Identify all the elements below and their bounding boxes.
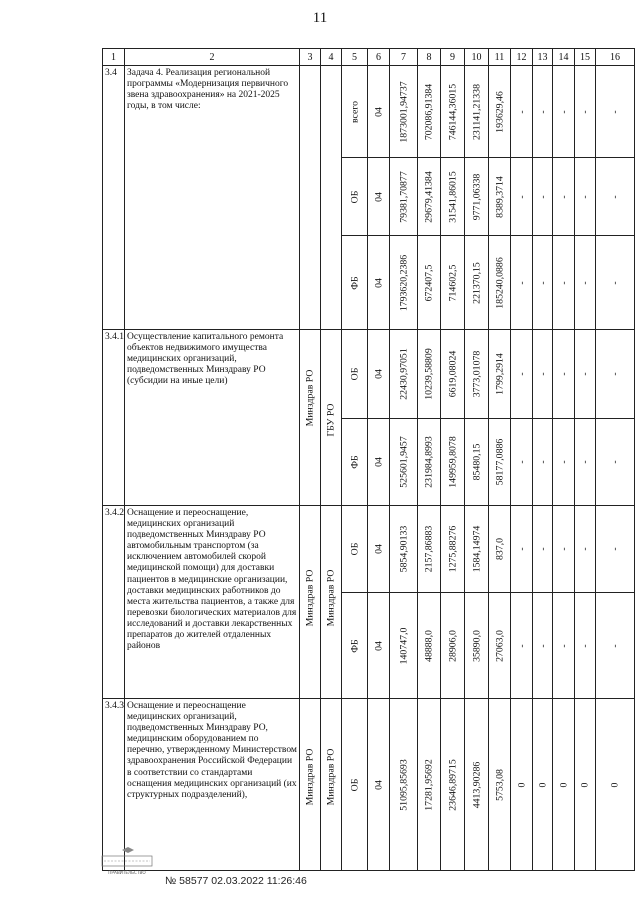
- amount-cell: [418, 158, 441, 236]
- header-cell: 6: [368, 49, 390, 66]
- year-code: [368, 66, 390, 158]
- empty-value-cell-text: -: [579, 547, 591, 551]
- empty-value-cell-text: -: [558, 547, 569, 551]
- table-row: [103, 506, 635, 593]
- amount-cell-text: 1799,2914: [494, 353, 505, 395]
- year-code-text: 04: [373, 191, 384, 202]
- empty-value-cell-text: -: [516, 109, 527, 114]
- government-logo: [100, 847, 156, 877]
- empty-value-cell: [511, 419, 533, 506]
- empty-value-cell: [511, 236, 533, 330]
- amount-cell-text: 31541,86015: [447, 170, 458, 223]
- header-cell: 11: [489, 49, 511, 66]
- funding-source: [342, 699, 368, 871]
- empty-value-cell: [553, 236, 575, 330]
- document-stamp: № 58577 02.03.2022 11:26:46: [165, 875, 307, 887]
- amount-cell-text: 140747,0: [398, 627, 409, 664]
- empty-value-cell-text: -: [537, 280, 548, 285]
- amount-cell: [441, 699, 465, 871]
- empty-value-cell-text: -: [609, 109, 621, 114]
- amount-cell: [418, 699, 441, 871]
- empty-value-cell-text: -: [516, 643, 527, 648]
- amount-cell-text: 149959,8078: [447, 436, 458, 488]
- row-number: 3.4.1: [103, 330, 125, 506]
- amount-cell-text: 185240,0886: [494, 256, 505, 309]
- empty-value-cell: [511, 506, 533, 593]
- empty-value-cell: [596, 419, 635, 506]
- participant: [321, 330, 342, 506]
- empty-value-cell-text: -: [537, 643, 548, 648]
- empty-value-cell: [575, 158, 596, 236]
- year-code: [368, 158, 390, 236]
- amount-cell: [390, 593, 418, 699]
- empty-value-cell: [553, 419, 575, 506]
- empty-value-cell: [596, 593, 635, 699]
- amount-cell: [418, 66, 441, 158]
- amount-cell-text: 1275,88276: [447, 525, 458, 573]
- amount-cell-text: 22430,97051: [398, 348, 409, 400]
- amount-cell-text: 3773,01078: [471, 350, 482, 398]
- participant-text: Минздрав РО: [325, 748, 337, 806]
- funding-source-text: ОБ: [349, 190, 360, 203]
- empty-value-cell: [596, 158, 635, 236]
- amount-cell: [441, 236, 465, 330]
- empty-value-cell-text: 0: [609, 782, 621, 787]
- funding-source: [342, 593, 368, 699]
- year-code-text: 04: [373, 457, 384, 467]
- empty-value-cell-text: -: [537, 194, 548, 199]
- empty-value-cell: [575, 506, 596, 593]
- year-code-text: 04: [373, 369, 384, 379]
- empty-value-cell-text: -: [516, 547, 527, 551]
- empty-value-cell-text: -: [558, 643, 569, 648]
- header-row: [103, 49, 635, 66]
- empty-value-cell-text: -: [609, 547, 621, 551]
- amount-cell: [418, 506, 441, 593]
- amount-cell-text: 231141,21338: [471, 83, 482, 140]
- empty-value-cell-text: -: [579, 194, 591, 199]
- funding-source-text: ФБ: [349, 638, 360, 653]
- empty-value-cell-text: -: [516, 460, 527, 464]
- amount-cell-text: 231984,8993: [423, 436, 435, 488]
- empty-value-cell: [511, 330, 533, 419]
- empty-value-cell: [596, 699, 635, 871]
- responsible-executor: [300, 330, 321, 506]
- amount-cell: [465, 236, 489, 330]
- empty-value-cell: [553, 506, 575, 593]
- empty-value-cell: [596, 330, 635, 419]
- amount-cell: [489, 66, 511, 158]
- year-code: [368, 419, 390, 506]
- amount-cell: [465, 158, 489, 236]
- amount-cell-text: 9771,06338: [471, 173, 482, 220]
- amount-cell: [465, 593, 489, 699]
- empty-value-cell-text: 0: [516, 782, 527, 787]
- amount-cell-text: 1584,14974: [471, 525, 482, 573]
- amount-cell-text: 79381,70877: [398, 170, 409, 223]
- header-cell: 4: [321, 49, 342, 66]
- amount-cell: [390, 506, 418, 593]
- empty-value-cell: [511, 699, 533, 871]
- empty-value-cell: [553, 158, 575, 236]
- empty-value-cell-text: -: [609, 280, 621, 285]
- empty-value-cell: [575, 419, 596, 506]
- amount-cell-text: 58177,0886: [494, 438, 505, 486]
- amount-cell-text: 29679,41384: [423, 170, 435, 223]
- empty-value-cell: [533, 236, 553, 330]
- year-code: [368, 236, 390, 330]
- budget-table: [102, 48, 635, 871]
- empty-value-cell: [511, 158, 533, 236]
- logo-text: ПРАВИТЕЛЬСТВО: [108, 870, 146, 875]
- empty-value-cell: [575, 236, 596, 330]
- amount-cell: [489, 593, 511, 699]
- amount-cell-text: 1873001,94737: [398, 80, 409, 143]
- year-code: [368, 699, 390, 871]
- amount-cell-text: 702086,91384: [423, 83, 435, 140]
- table-row: [103, 330, 635, 419]
- row-number: 3.4.2: [103, 506, 125, 699]
- empty-value-cell-text: -: [558, 460, 569, 464]
- participant: [321, 506, 342, 699]
- amount-cell-text: 8389,3714: [494, 175, 505, 218]
- responsible-executor: [300, 699, 321, 871]
- empty-value-cell-text: -: [579, 280, 591, 285]
- funding-source-text: ОБ: [349, 367, 360, 381]
- amount-cell: [489, 158, 511, 236]
- empty-value-cell-text: -: [579, 109, 591, 114]
- amount-cell: [418, 593, 441, 699]
- empty-value-cell: [533, 699, 553, 871]
- empty-value-cell-text: -: [609, 643, 621, 648]
- amount-cell: [390, 236, 418, 330]
- row-description: Оснащение и переоснащение, медицинских организаций подведомственных Минздраву РО автомобильным транспортом (за исключением автомобилей скорой медицинской помощи) для доставки пациентов в медицинские организации, доставки медицинских работников до места жительства пациентов, а также для перевозки биологических материалов для исследований и доставки лекарственных препаратов до жителей отдаленных районов: [125, 506, 300, 699]
- amount-cell-text: 5753,08: [494, 768, 505, 801]
- amount-cell-text: 221370,15: [471, 261, 482, 304]
- empty-value-cell: [533, 419, 553, 506]
- header-cell: 1: [103, 49, 125, 66]
- empty-value-cell: [533, 330, 553, 419]
- empty-value-cell-text: -: [558, 372, 569, 376]
- empty-value-cell-text: 0: [537, 782, 548, 787]
- amount-cell-text: 51095,85693: [398, 758, 409, 811]
- amount-cell-text: 837,0: [494, 537, 505, 561]
- amount-cell: [441, 66, 465, 158]
- header-cell: 14: [553, 49, 575, 66]
- year-code: [368, 593, 390, 699]
- empty-value-cell-text: -: [537, 109, 548, 114]
- header-cell: 15: [575, 49, 596, 66]
- empty-value-cell: [533, 66, 553, 158]
- amount-cell: [390, 330, 418, 419]
- empty-value-cell-text: -: [558, 280, 569, 285]
- header-cell: 3: [300, 49, 321, 66]
- amount-cell-text: 28906,0: [447, 629, 458, 662]
- year-code: [368, 506, 390, 593]
- amount-cell: [418, 236, 441, 330]
- funding-source: [342, 236, 368, 330]
- responsible-executor-text: Минздрав РО: [304, 369, 316, 427]
- empty-value-cell-text: -: [537, 372, 548, 376]
- amount-cell: [465, 419, 489, 506]
- year-code-text: 04: [373, 779, 384, 790]
- empty-value-cell: [511, 66, 533, 158]
- year-code: [368, 330, 390, 419]
- responsible-executor-text: Минздрав РО: [304, 748, 316, 806]
- empty-value-cell-text: -: [516, 194, 527, 199]
- funding-source: [342, 419, 368, 506]
- amount-cell: [390, 699, 418, 871]
- amount-cell: [489, 330, 511, 419]
- amount-cell-text: 48888,0: [423, 629, 435, 662]
- funding-source: [342, 158, 368, 236]
- participant-text: Минздрав РО: [325, 569, 337, 627]
- amount-cell: [418, 419, 441, 506]
- header-cell: 7: [390, 49, 418, 66]
- empty-value-cell-text: -: [516, 372, 527, 376]
- header-cell: 8: [418, 49, 441, 66]
- amount-cell-text: 5854,90133: [398, 525, 409, 573]
- header-cell: 16: [596, 49, 635, 66]
- amount-cell: [489, 419, 511, 506]
- row-description: Оснащение и переоснащение медицинских организаций, подведомственных Минздраву РО, медицинским оборудованием по перечню, утвержденному Министерством здравоохранения Российской Федерации в соответствии со стандартами оснащения медицинских организаций (их структурных подразделений),: [125, 699, 300, 871]
- amount-cell-text: 2157,86883: [423, 525, 435, 573]
- header-cell: 12: [511, 49, 533, 66]
- empty-value-cell-text: -: [609, 372, 621, 376]
- amount-cell-text: 23646,89715: [447, 758, 458, 811]
- year-code-text: 04: [373, 640, 384, 651]
- empty-value-cell: [575, 66, 596, 158]
- funding-source-text: ОБ: [349, 542, 360, 556]
- amount-cell: [489, 236, 511, 330]
- empty-value-cell-text: -: [609, 194, 621, 199]
- header-cell: 2: [125, 49, 300, 66]
- header-cell: 10: [465, 49, 489, 66]
- empty-value-cell-text: -: [609, 460, 621, 464]
- empty-value-cell: [533, 593, 553, 699]
- amount-cell: [441, 419, 465, 506]
- empty-value-cell-text: -: [579, 460, 591, 464]
- empty-value-cell: [596, 236, 635, 330]
- amount-cell: [441, 158, 465, 236]
- amount-cell-text: 27063,0: [494, 629, 505, 662]
- amount-cell: [489, 699, 511, 871]
- funding-source-text: ОБ: [349, 778, 360, 791]
- amount-cell-text: 525601,9457: [398, 436, 409, 488]
- table-row: [103, 699, 635, 871]
- amount-cell-text: 10239,58809: [423, 348, 435, 400]
- empty-value-cell: [553, 699, 575, 871]
- amount-cell: [465, 66, 489, 158]
- year-code-text: 04: [373, 106, 384, 117]
- empty-value-cell: [553, 330, 575, 419]
- empty-value-cell-text: -: [579, 372, 591, 376]
- amount-cell-text: 35890,0: [471, 629, 482, 662]
- empty-value-cell: [575, 699, 596, 871]
- year-code-text: 04: [373, 544, 384, 554]
- funding-source-text: ФБ: [349, 275, 360, 290]
- funding-source: [342, 66, 368, 158]
- empty-value-cell-text: -: [558, 194, 569, 199]
- amount-cell: [489, 506, 511, 593]
- header-cell: 9: [441, 49, 465, 66]
- participant: [321, 699, 342, 871]
- amount-cell-text: 17281,95692: [423, 758, 435, 811]
- amount-cell-text: 193629,46: [494, 90, 505, 133]
- funding-source: [342, 330, 368, 419]
- header-cell: 5: [342, 49, 368, 66]
- empty-value-cell: [511, 593, 533, 699]
- row-number: 3.4: [103, 66, 125, 330]
- empty-value-cell-text: -: [516, 280, 527, 285]
- funding-source: [342, 506, 368, 593]
- amount-cell: [465, 330, 489, 419]
- page-number: 11: [312, 10, 328, 26]
- empty-value-cell: [533, 158, 553, 236]
- empty-value-cell-text: -: [579, 643, 591, 648]
- responsible-executor: [300, 66, 321, 330]
- empty-value-cell: [596, 506, 635, 593]
- empty-value-cell-text: -: [537, 547, 548, 551]
- empty-value-cell: [575, 330, 596, 419]
- amount-cell-text: 4413,90286: [471, 761, 482, 808]
- header-cell: 13: [533, 49, 553, 66]
- row-description: Осуществление капитального ремонта объектов недвижимого имущества медицинских организаций, подведомственных Минздраву РО (субсидии на иные цели): [125, 330, 300, 506]
- year-code-text: 04: [373, 277, 384, 288]
- empty-value-cell-text: 0: [579, 782, 591, 787]
- empty-value-cell-text: -: [537, 460, 548, 464]
- amount-cell: [390, 419, 418, 506]
- amount-cell-text: 6619,08024: [447, 350, 458, 398]
- amount-cell: [441, 506, 465, 593]
- empty-value-cell-text: 0: [558, 782, 569, 787]
- amount-cell-text: 714602,5: [447, 264, 458, 301]
- empty-value-cell-text: -: [558, 109, 569, 114]
- empty-value-cell: [553, 593, 575, 699]
- amount-cell-text: 1793620,2386: [398, 254, 409, 311]
- amount-cell: [390, 66, 418, 158]
- funding-source-text: ФБ: [349, 455, 360, 469]
- funding-source-text: всего: [349, 100, 360, 123]
- empty-value-cell: [553, 66, 575, 158]
- empty-value-cell: [533, 506, 553, 593]
- amount-cell-text: 85480,15: [471, 443, 482, 481]
- participant: [321, 66, 342, 330]
- row-number: 3.4.3: [103, 699, 125, 871]
- empty-value-cell: [596, 66, 635, 158]
- amount-cell-text: 672407,5: [423, 264, 435, 301]
- amount-cell: [390, 158, 418, 236]
- responsible-executor-text: Минздрав РО: [304, 569, 316, 627]
- amount-cell: [465, 506, 489, 593]
- participant-text: ГБУ РО: [325, 403, 337, 437]
- amount-cell: [441, 330, 465, 419]
- table-row: [103, 66, 635, 158]
- amount-cell: [441, 593, 465, 699]
- amount-cell: [418, 330, 441, 419]
- amount-cell-text: 746144,36015: [447, 83, 458, 140]
- empty-value-cell: [575, 593, 596, 699]
- amount-cell: [465, 699, 489, 871]
- row-description: Задача 4. Реализация региональной программы «Модернизация первичного звена здравоохранения» на 2021-2025 годы, в том числе:: [125, 66, 300, 330]
- responsible-executor: [300, 506, 321, 699]
